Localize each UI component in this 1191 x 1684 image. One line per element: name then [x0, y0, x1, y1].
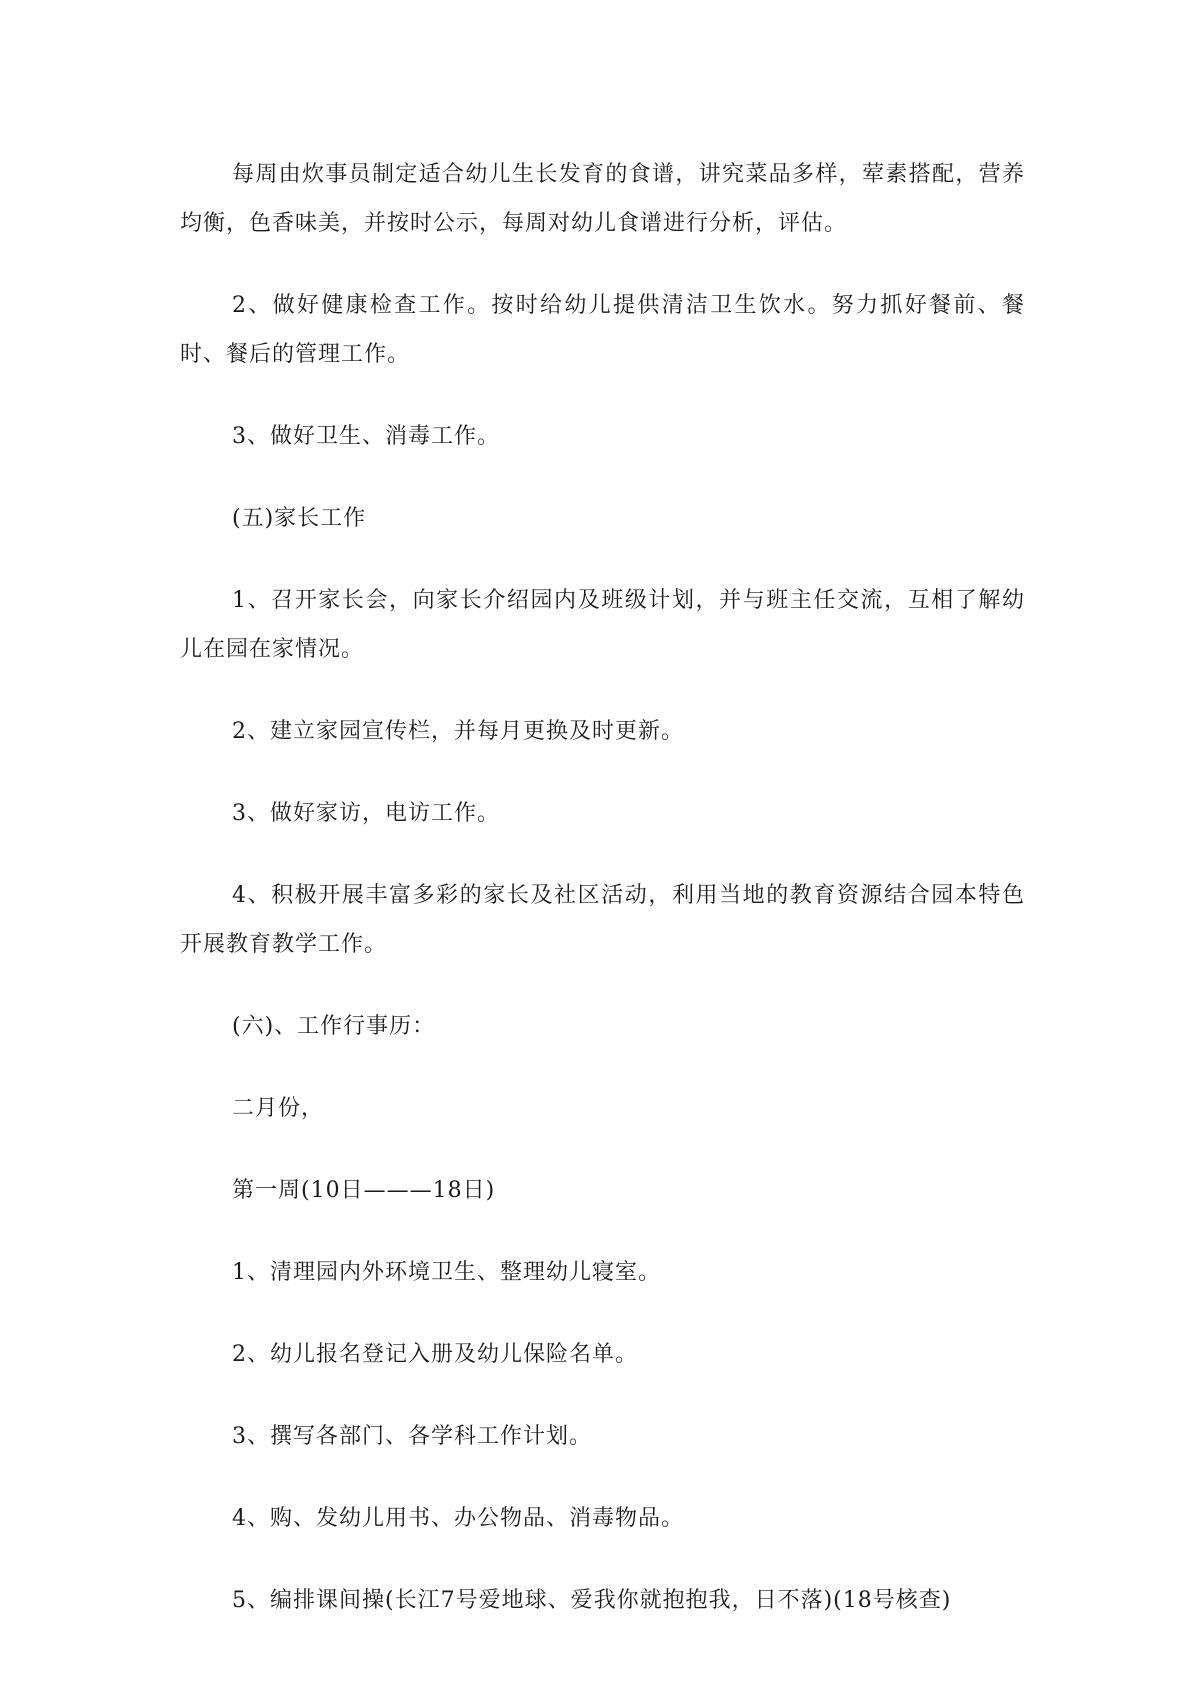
paragraph-hygiene: 3、做好卫生、消毒工作。 [232, 424, 500, 449]
list-item-purchasing: 4、购、发幼儿用书、办公物品、消毒物品。 [232, 1506, 684, 1531]
document-body [180, 150, 1025, 1658]
paragraph-parent-meeting: 1、召开家长会，向家长介绍园内及班级计划，并与班主任交流，互相了解幼儿在园在家情况。 [180, 588, 1025, 662]
list-item-cleaning: 1、清理园内外环境卫生、整理幼儿寝室。 [232, 1260, 661, 1285]
list-item-registration: 2、幼儿报名登记入册及幼儿保险名单。 [232, 1342, 638, 1367]
list-item-work-plans: 3、撰写各部门、各学科工作计划。 [232, 1424, 592, 1449]
paragraph-home-visits: 3、做好家访，电访工作。 [232, 801, 500, 826]
list-item-exercises: 5、编排课间操(长江7号爱地球、爱我你就抱抱我，日不落)(18号核查) [232, 1588, 952, 1613]
paragraph-week-one: 第一周(10日———18日) [232, 1178, 496, 1203]
section-heading-work-calendar: (六)、工作行事历： [232, 1014, 436, 1039]
section-heading-parent-work: (五)家长工作 [232, 506, 367, 531]
paragraph-community-activities: 4、积极开展丰富多彩的家长及社区活动，利用当地的教育资源结合园本特色开展教育教学工作。 [180, 883, 1025, 957]
paragraph-menu-planning: 每周由炊事员制定适合幼儿生长发育的食谱，讲究菜品多样，荤素搭配，营养均衡，色香味美，并按时公示，每周对幼儿食谱进行分析，评估。 [180, 162, 1025, 236]
paragraph-bulletin-board: 2、建立家园宣传栏，并每月更换及时更新。 [232, 719, 684, 744]
paragraph-health-check: 2、做好健康检查工作。按时给幼儿提供清洁卫生饮水。努力抓好餐前、餐时、餐后的管理工作。 [180, 293, 1025, 367]
paragraph-month-february: 二月份， [232, 1096, 325, 1121]
